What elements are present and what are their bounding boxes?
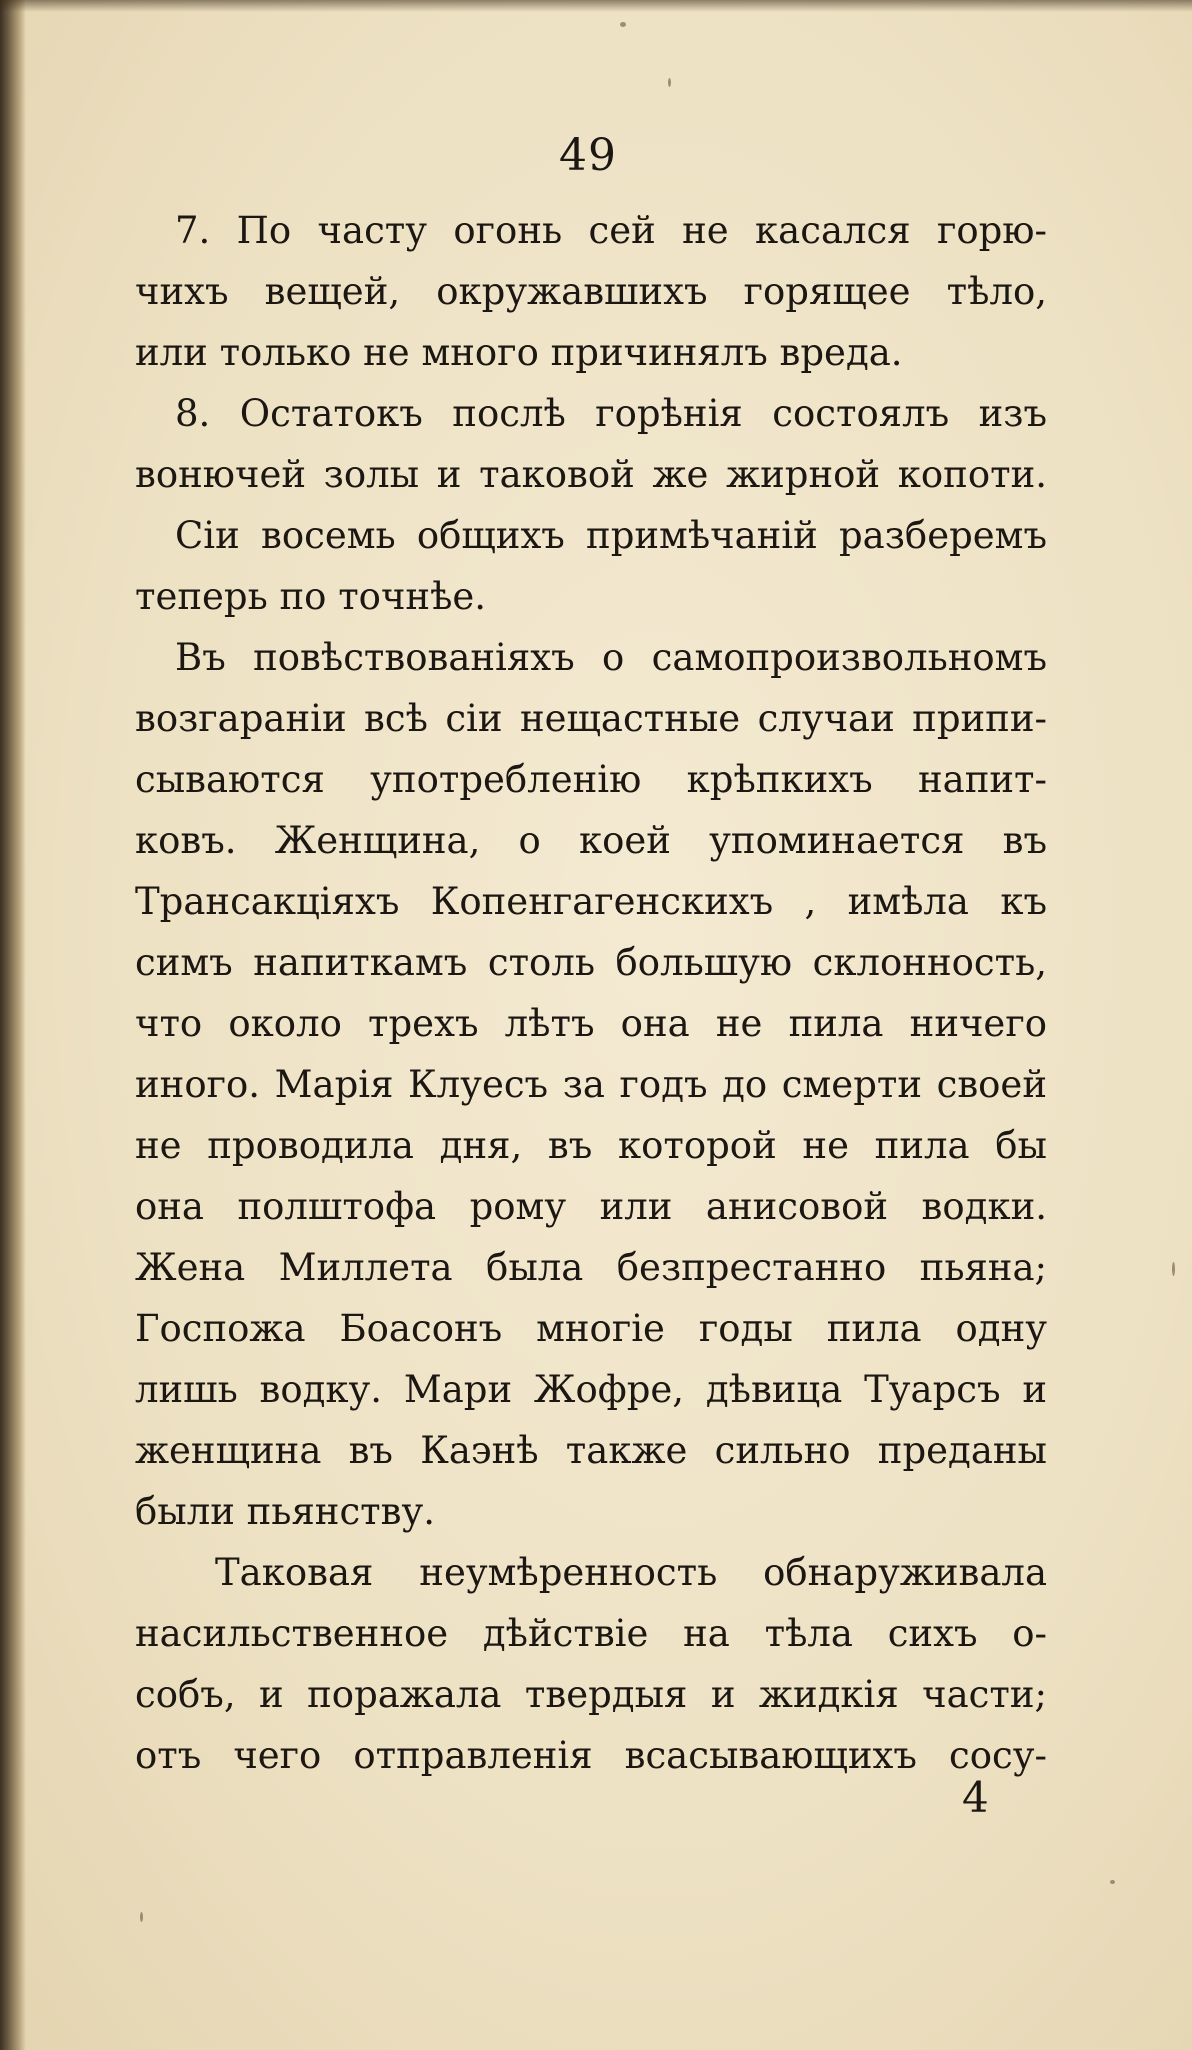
text-line: сываются употребленію крѣпкихъ напит- bbox=[135, 758, 1047, 801]
text-line: симъ напиткамъ столь большую склонность, bbox=[135, 941, 1047, 984]
text-line: Въ повѣствованіяхъ о самопроизвольномъ bbox=[175, 636, 1047, 679]
paper-speck bbox=[668, 78, 671, 87]
text-line: были пьянству. bbox=[135, 1490, 436, 1533]
text-line: вонючей золы и таковой же жирной копоти. bbox=[135, 453, 1047, 496]
text-line: она полштофа рому или анисовой водки. bbox=[135, 1185, 1047, 1228]
top-edge-shadow bbox=[0, 0, 1192, 12]
text-line: не проводила дня, въ которой не пила бы bbox=[135, 1124, 1047, 1167]
text-line: 7. По часту огонь сей не касался горю- bbox=[175, 209, 1047, 252]
text-line: ковъ. Женщина, о коей упоминается въ bbox=[135, 819, 1047, 862]
text-line: отъ чего отправленія всасывающихъ сосу- bbox=[135, 1734, 1047, 1777]
text-line: лишь водку. Мари Жофре, дѣвица Туарсъ и bbox=[135, 1368, 1047, 1411]
text-line: возгараніи всѣ сіи нещастные случаи припи- bbox=[135, 697, 1047, 740]
text-line: насильственное дѣйствіе на тѣла сихъ о- bbox=[135, 1612, 1047, 1655]
text-line: или только не много причинялъ вреда. bbox=[135, 331, 903, 374]
paper-speck bbox=[1110, 1880, 1115, 1884]
text-line: Трансакціяхъ Копенгагенскихъ , имѣла къ bbox=[135, 880, 1047, 923]
signature-mark: 4 bbox=[962, 1773, 989, 1822]
paper-speck bbox=[140, 1912, 143, 1922]
text-line: что около трехъ лѣтъ она не пила ничего bbox=[135, 1002, 1047, 1045]
text-line: Таковая неумѣренность обнаруживала bbox=[215, 1551, 1047, 1594]
text-line: Госпожа Боасонъ многіе годы пила одну bbox=[135, 1307, 1047, 1350]
page-number: 49 bbox=[559, 130, 617, 181]
text-line: собъ, и поражала твердыя и жидкія части; bbox=[135, 1673, 1047, 1716]
binding-edge bbox=[0, 0, 26, 2050]
text-line: теперь по точнѣе. bbox=[135, 575, 487, 618]
text-line: женщина въ Каэнѣ также сильно преданы bbox=[135, 1429, 1047, 1472]
text-line: иного. Марія Клуесъ за годъ до смерти своей bbox=[135, 1063, 1047, 1106]
body-text bbox=[135, 200, 1047, 1786]
text-line: Жена Миллета была безпрестанно пьяна; bbox=[135, 1246, 1047, 1289]
paper-speck bbox=[620, 22, 626, 27]
paper-speck bbox=[1172, 1262, 1175, 1276]
text-line: 8. Остатокъ послѣ горѣнія состоялъ изъ bbox=[175, 392, 1047, 435]
text-line: чихъ вещей, окружавшихъ горящее тѣло, bbox=[135, 270, 1047, 313]
text-line: Сіи восемь общихъ примѣчаній разберемъ bbox=[175, 514, 1047, 557]
